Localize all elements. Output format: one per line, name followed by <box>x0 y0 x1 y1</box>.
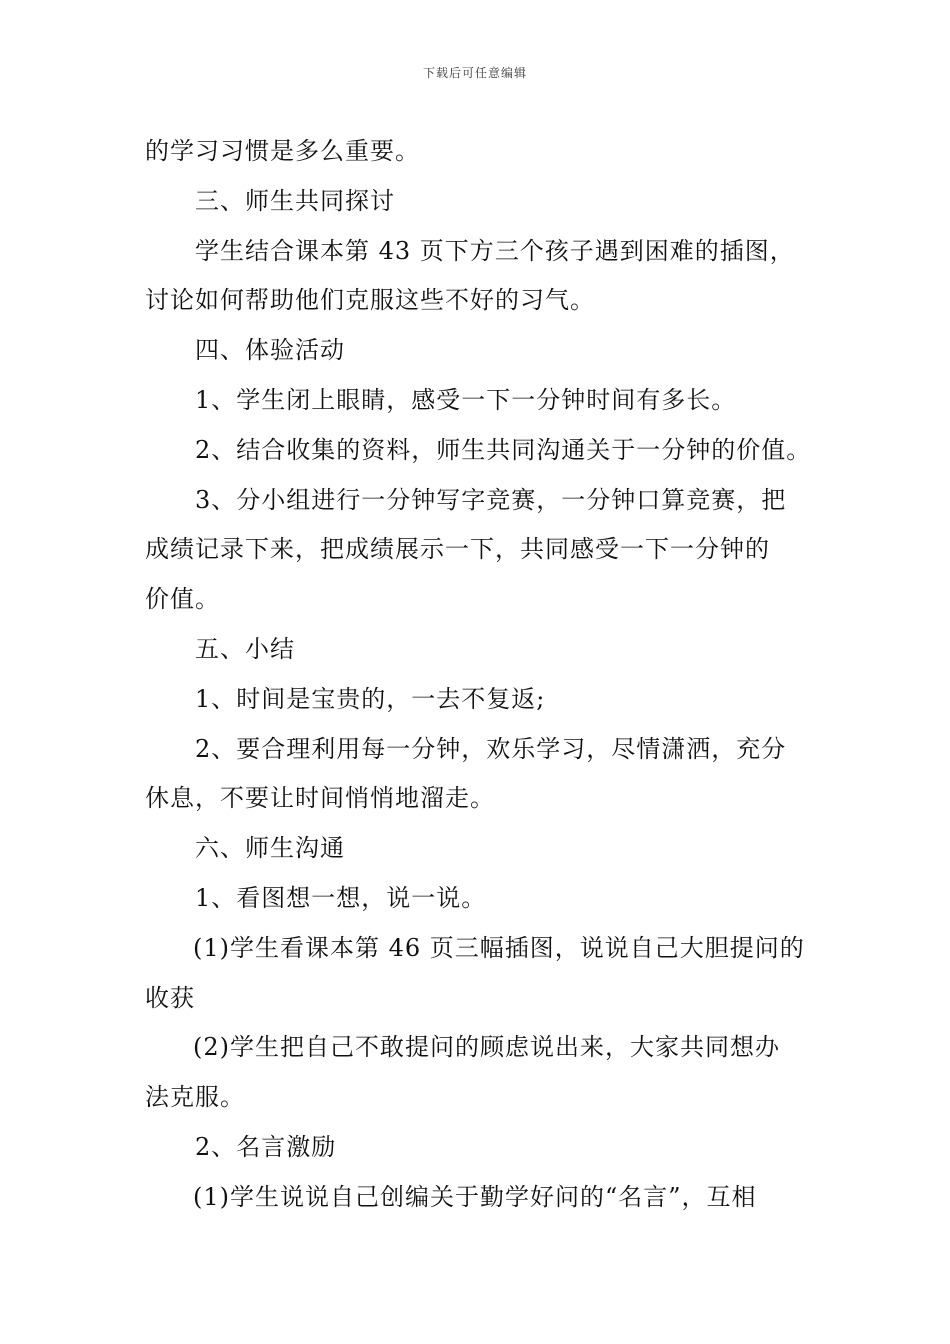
text-line: 的学习习惯是多么重要。 <box>145 137 420 165</box>
text-line: 学生结合课本第 43 页下方三个孩子遇到困难的插图， <box>195 236 795 265</box>
text-line: 2、名言激励 <box>195 1132 337 1161</box>
section-heading: 五、小结 <box>195 634 295 663</box>
section-heading: 三、师生共同探讨 <box>195 186 395 215</box>
page-header: 下载后可任意编辑 <box>422 66 527 80</box>
text-line: 1、学生闭上眼睛，感受一下一分钟时间有多长。 <box>195 385 737 414</box>
section-heading: 六、师生沟通 <box>195 834 345 863</box>
text-line: 2、要合理利用每一分钟，欢乐学习，尽情潇洒，充分 <box>195 734 787 763</box>
text-line: 休息，不要让时间悄悄地溜走。 <box>145 784 495 813</box>
text-line: 2、结合收集的资料，师生共同沟通关于一分钟的价值。 <box>195 435 812 464</box>
text-line: 讨论如何帮助他们克服这些不好的习气。 <box>145 286 595 315</box>
text-line: (1)学生说说自己创编关于勤学好问的“名言”，互相 <box>193 1182 757 1211</box>
text-line: 收获 <box>145 983 195 1012</box>
text-line: 1、看图想一想，说一说。 <box>195 883 487 912</box>
text-line: 法克服。 <box>145 1083 245 1112</box>
text-line: (1)学生看课本第 46 页三幅插图，说说自己大胆提问的 <box>193 933 805 962</box>
section-heading: 四、体验活动 <box>195 336 345 365</box>
text-line: 价值。 <box>145 585 220 614</box>
text-line: 1、时间是宝贵的，一去不复返; <box>195 684 546 713</box>
text-line: 成绩记录下来，把成绩展示一下，共同感受一下一分钟的 <box>145 535 770 564</box>
text-line: 3、分小组进行一分钟写字竞赛，一分钟口算竞赛，把 <box>195 485 787 514</box>
document-body <box>145 127 810 1223</box>
text-line: (2)学生把自己不敢提问的顾虑说出来，大家共同想办 <box>193 1033 780 1062</box>
